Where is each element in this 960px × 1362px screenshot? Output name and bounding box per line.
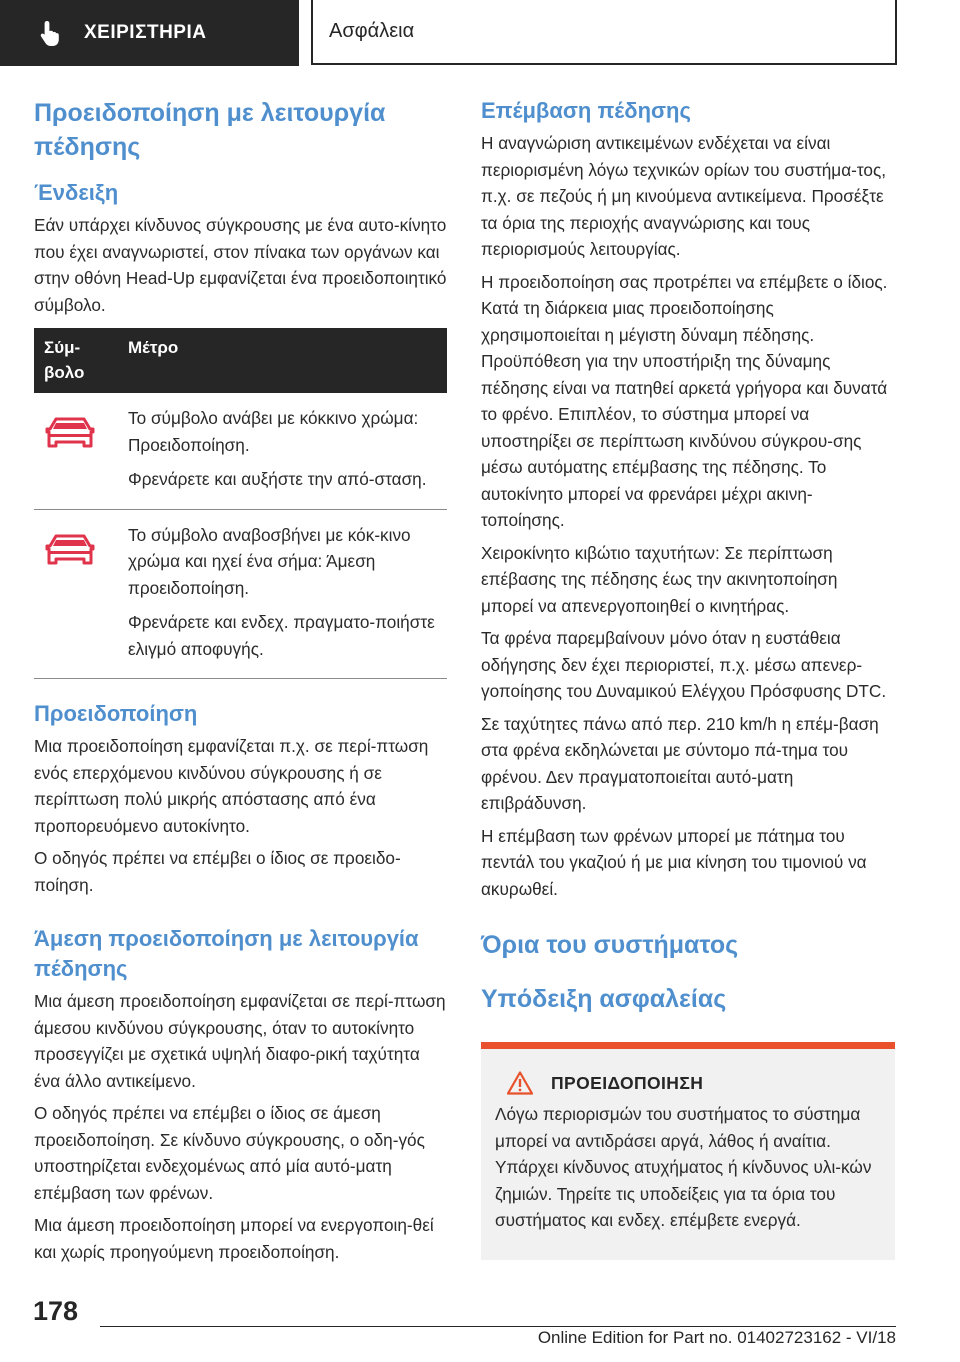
- paragraph-warning-1: Μια προειδοποίηση εμφανίζεται π.χ. σε περί-πτωση ενός επερχόμενου κινδύνου σύγκρουσης ή σε περίπτωση πολύ μικρής απόστασης από ένα προπορευόμενο αυτοκίνητο.: [34, 736, 429, 836]
- paragraph-direct-2: Ο οδηγός πρέπει να επέμβει ο ίδιος σε άμεση προειδοποίηση. Σε κίνδυνο σύγκρουσης, ο οδη-γός υποστηρίζεται ενδεχομένως από μία αυτό-ματη επέμβαση των φρένων.: [34, 1103, 425, 1203]
- row1-line2: Φρενάρετε και αυξήστε την από-σταση.: [128, 469, 427, 489]
- warning-box-text: Λόγω περιορισμών του συστήματος το σύστημα μπορεί να αντιδράσει αργά, λάθος ή αναίτια. Υπάρχει κίνδυνος ατυχήματος ή κίνδυνος υλι-κών ζημιών. Τηρείτε τις υποδείξεις για τα όρια του συστήματος και ενδεχ. επέμβετε ενεργά.: [495, 1104, 872, 1230]
- car-warning-icon: [44, 532, 96, 568]
- table-row: [34, 510, 447, 680]
- paragraph-indication: Εάν υπάρχει κίνδυνος σύγκρουσης με ένα αυτο-κίνητο που έχει αναγνωριστεί, στον πίνακα των οργάνων και στην οθόνη Head-Up εμφανίζεται ένα προειδοποιητικό σύμβολο.: [34, 215, 447, 315]
- warning-box-title: ΠΡΟΕΙΔΟΠΟΙΗΣΗ: [551, 1072, 704, 1093]
- row2-line2: Φρενάρετε και ενδεχ. πραγματο-ποιήστε ελιγμό αποφυγής.: [128, 612, 435, 659]
- heading-indication: Ένδειξη: [34, 180, 119, 205]
- paragraph-brake-4: Τα φρένα παρεμβαίνουν μόνο όταν η ευστάθεια οδήγησης δεν έχει περιοριστεί, π.χ. μέσω απενερ-γοποίησης του Δυναμικού Ελέγχου Πρόσφυσης DTC.: [481, 628, 887, 701]
- warning-box: [481, 1042, 895, 1260]
- pointing-hand-icon: [36, 18, 66, 48]
- right-column: [481, 96, 894, 1260]
- left-column: [34, 96, 447, 1271]
- top-bar: [0, 0, 960, 66]
- column-header-measure: Μέτρο: [128, 338, 179, 357]
- table-row: [34, 393, 447, 510]
- paragraph-direct-1: Μια άμεση προειδοποίηση εμφανίζεται σε περί-πτωση άμεσου κινδύνου σύγκρουσης, όταν το αυτοκίνητο προσεγγίζει με σχετικά υψηλή διαφο-ρική ταχύτητα ένα άλλο αντικείμενο.: [34, 991, 446, 1091]
- paragraph-brake-5: Σε ταχύτητες πάνω από περ. 210 km/h η επέμ-βαση στα φρένα εκδηλώνεται με σύντομο πά-τημα του φρένου. Δεν πραγματοποιείται αυτό-ματη επιβράδυνση.: [481, 713, 879, 813]
- paragraph-brake-6: Η επέμβαση των φρένων μπορεί με πάτημα του πεντάλ του γκαζιού ή με μια κίνηση του τιμονιού να ακυρωθεί.: [481, 825, 867, 899]
- heading-system-limits: Όρια του συστήματος: [481, 931, 739, 959]
- row2-line1: Το σύμβολο αναβοσβήνει με κόκ-κινο χρώμα και ηχεί ένα σήμα: Άμεση προειδοποίηση.: [128, 524, 411, 598]
- symbol-table: [34, 328, 447, 679]
- symbol-table-header: [34, 328, 447, 393]
- heading-safety-note: Υπόδειξη ασφαλείας: [481, 985, 727, 1013]
- paragraph-brake-1: Η αναγνώριση αντικειμένων ενδέχεται να είναι περιορισμένη λόγω τεχνικών ορίων του συστήμα-τος, π.χ. σε πεζούς ή μη κινούμενα αντικείμενα. Προσέξτε τα όρια της περιοχής αναγνώρισης και τους περιορισμούς λειτουργίας.: [481, 133, 887, 259]
- edition-label: Online Edition for Part no. 01402723162 - VI/18: [537, 1328, 896, 1347]
- manual-tab[interactable]: [0, 0, 299, 66]
- footer: [0, 1290, 960, 1362]
- heading-warning: Προειδοποίηση: [34, 701, 198, 726]
- section-tab-label: Ασφάλεια: [329, 20, 415, 42]
- heading-brake-intervention: Επέμβαση πέδησης: [481, 98, 691, 123]
- warning-triangle-icon: [507, 1071, 533, 1095]
- page-number: 178: [33, 1296, 79, 1326]
- paragraph-direct-3: Μια άμεση προειδοποίηση μπορεί να ενεργοποιη-θεί και χωρίς προηγούμενη προειδοποίηση.: [34, 1215, 434, 1262]
- row1-line1: Το σύμβολο ανάβει με κόκκινο χρώμα: Προειδοποίηση.: [128, 408, 419, 455]
- paragraph-brake-2: Η προειδοποίηση σας προτρέπει να επέμβετε ο ίδιος. Κατά τη διάρκεια μιας προειδοποίησης χρησιμοποιείται η μέγιστη δύναμη πέδησης. Προϋπόθεση για την υποστήριξη της δύναμης πέδησης είναι να πατηθεί αρκετά γρήγορα και δυνατά το φρένο. Επιπλέον, το σύστημα μπορεί να υποστηρίξει σε περίπτωση κινδύνου σύγκρου-σης μέσω αυτόματης επέμβασης της πέδησης. Το αυτοκίνητο μπορεί να φρενάρει μέχρι ακινη-τοποίησης.: [481, 271, 888, 530]
- section-tab[interactable]: [311, 0, 897, 65]
- heading-warning-with-braking: Προειδοποίηση με λειτουργία πέδησης: [34, 99, 386, 161]
- heading-direct-warning: Άμεση προειδοποίηση με λειτουργία πέδησης: [34, 926, 419, 981]
- paragraph-warning-2: Ο οδηγός πρέπει να επέμβει ο ίδιος σε προειδο-ποίηση.: [34, 848, 401, 895]
- paragraph-brake-3: Χειροκίνητο κιβώτιο ταχυτήτων: Σε περίπτωση επέβασης της πέδησης έως την ακινητοποίηση μπορεί να απενεργοποιηθεί ο κινητήρας.: [481, 542, 838, 616]
- car-warning-icon: [44, 415, 96, 451]
- column-header-symbol: Σύμ-βολο: [44, 338, 85, 382]
- manual-tab-label: ΧΕΙΡΙΣΤΗΡΙΑ: [84, 22, 207, 43]
- footer-divider: [100, 1326, 896, 1327]
